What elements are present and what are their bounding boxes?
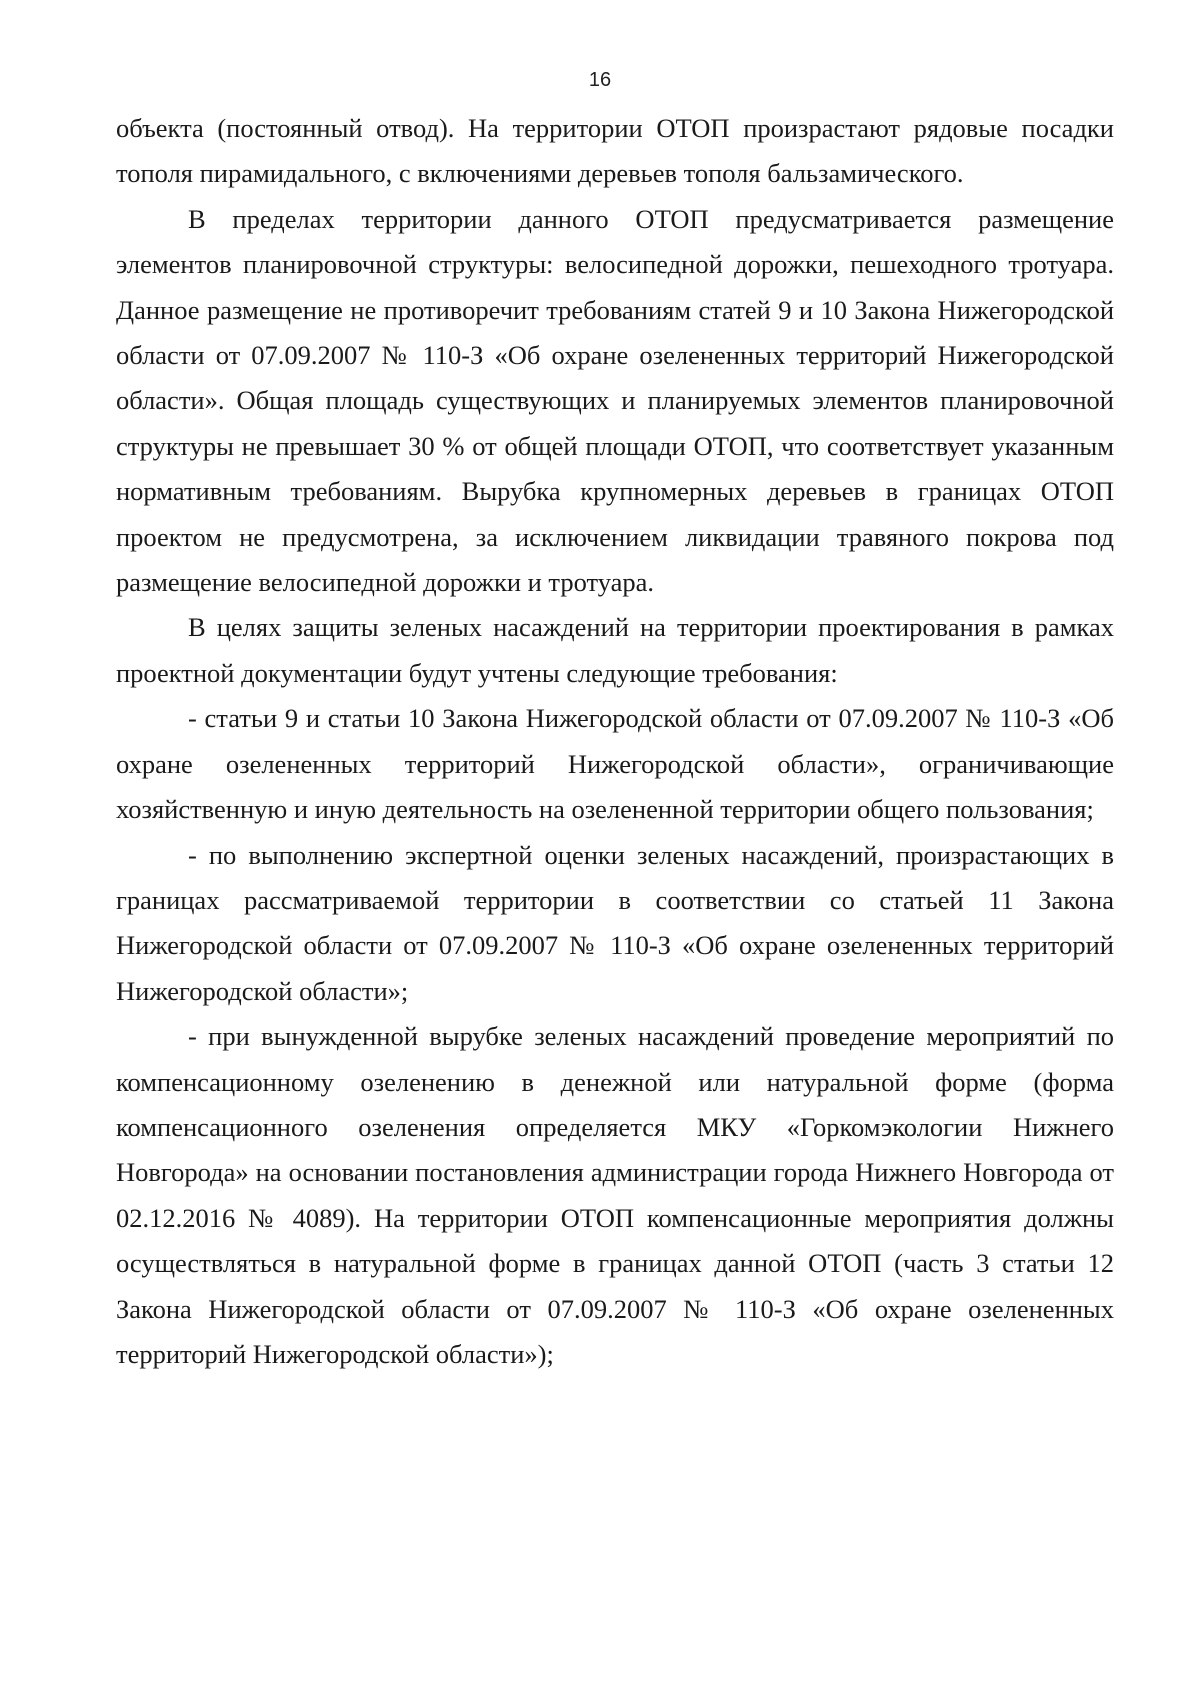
document-body (116, 106, 1114, 1377)
paragraph-3: В целях защиты зеленых насаждений на территории проектирования в рамках проектной документации будут учтены следующие требования: (116, 612, 1114, 688)
paragraph-2: В пределах территории данного ОТОП предусматривается размещение элементов планировочной структуры: велосипедной дорожки, пешеходного тротуара. Данное размещение не противоречит требованиям статей 9 и 10 Закона Нижегородской области от 07.09.2007 № 110-З «Об охране озелененных территорий Нижегородской области». Общая площадь существующих и планируемых элементов планировочной структуры не превышает 30 % от общей площади ОТОП, что соответствует указанным нормативным требованиям. Вырубка крупномерных деревьев в границах ОТОП проектом не предусмотрена, за исключением ликвидации травяного покрова под размещение велосипедной дорожки и тротуара. (116, 203, 1114, 598)
list-item-2: - по выполнению экспертной оценки зеленых насаждений, произрастающих в границах рассматриваемой территории в соответствии со статьей 11 Закона Нижегородской области от 07.09.2007 № 110-З «Об охране озелененных территорий Нижегородской области»; (116, 839, 1114, 1006)
list-item-3: - при вынужденной вырубке зеленых насаждений проведение мероприятий по компенсационному озеленению в денежной или натуральной форме (форма компенсационного озеленения определяется МКУ «Горкомэкологии Нижнего Новгорода» на основании постановления администрации города Нижнего Новгорода от 02.12.2016 № 4089). На территории ОТОП компенсационные мероприятия должны осуществляться в натуральной форме в границах данной ОТОП (часть 3 статьи 12 Закона Нижегородской области от 07.09.2007 № 110-З «Об охране озелененных территорий Нижегородской области»); (116, 1021, 1114, 1369)
page-number: 16 (588, 69, 612, 91)
list-item-1: - статьи 9 и статьи 10 Закона Нижегородской области от 07.09.2007 № 110-З «Об охране озелененных территорий Нижегородской области», ограничивающие хозяйственную и иную деятельность на озелененной территории общего пользования; (116, 703, 1114, 825)
paragraph-1: объекта (постоянный отвод). На территории ОТОП произрастают рядовые посадки тополя пирамидального, с включениями деревьев тополя бальзамического. (116, 113, 1114, 189)
